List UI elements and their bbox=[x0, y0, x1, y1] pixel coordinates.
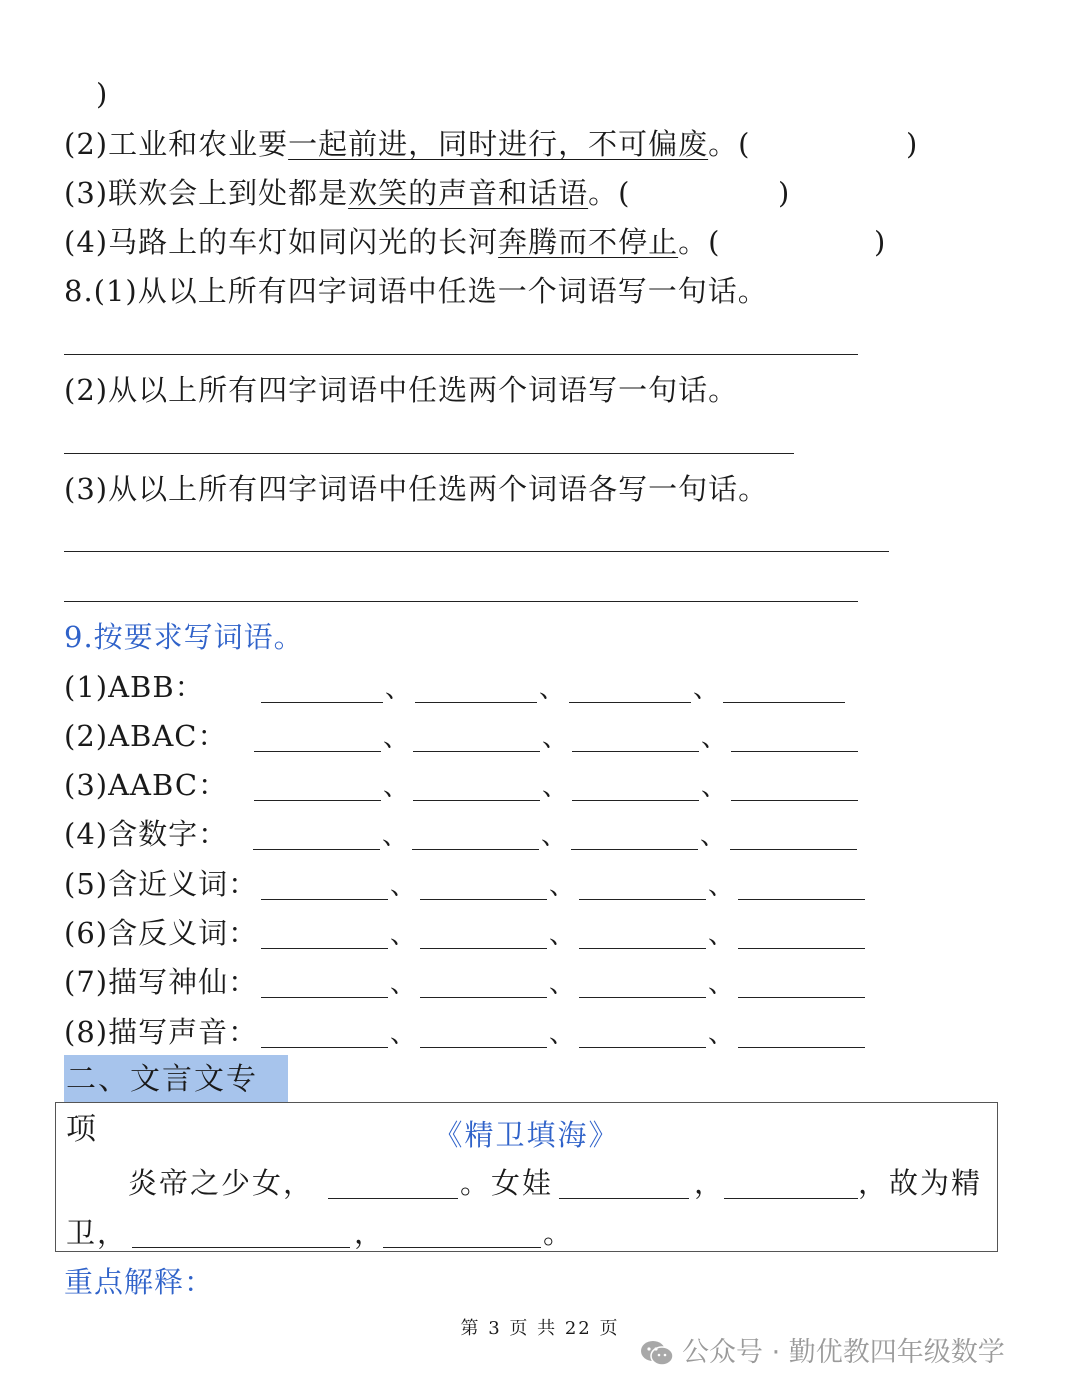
q2-close: ) bbox=[906, 127, 919, 161]
exercise9-row bbox=[64, 1012, 884, 1052]
exercise8-q3: (3)从以上所有四字词语中任选两个词语各写一句话。 bbox=[64, 472, 769, 506]
exercise7-q2 bbox=[64, 124, 750, 164]
wechat-icon bbox=[640, 1340, 674, 1366]
page-number: 第 3 页 共 22 页 bbox=[460, 1318, 620, 1339]
key-explain: 重点解释： bbox=[64, 1265, 215, 1299]
exercise9-row bbox=[64, 864, 884, 904]
word-blank[interactable] bbox=[261, 899, 388, 900]
separator: 、 bbox=[383, 723, 410, 753]
separator: 、 bbox=[382, 821, 409, 851]
exercise9-row bbox=[64, 814, 884, 854]
fill-blank[interactable] bbox=[132, 1247, 350, 1248]
passage-text: 卫， bbox=[66, 1216, 129, 1250]
word-blank[interactable] bbox=[738, 997, 865, 998]
separator: 、 bbox=[549, 871, 576, 901]
word-blank[interactable] bbox=[579, 899, 706, 900]
fill-blank[interactable] bbox=[328, 1198, 458, 1199]
passage-text: ， bbox=[354, 1216, 386, 1250]
passage-text: ，故为精 bbox=[858, 1166, 983, 1200]
word-blank[interactable] bbox=[731, 800, 858, 801]
passage-title: 《精卫填海》 bbox=[433, 1118, 620, 1152]
word-blank[interactable] bbox=[738, 899, 865, 900]
q4-underlined: 奔腾而不停止 bbox=[498, 225, 679, 259]
exercise9-label: (7)描写神仙： bbox=[64, 965, 259, 999]
q3-underlined: 欢笑的声音和话语 bbox=[348, 176, 589, 210]
word-blank[interactable] bbox=[261, 948, 388, 949]
separator: 、 bbox=[549, 920, 576, 950]
word-blank[interactable] bbox=[261, 997, 388, 998]
passage-text: 。女娃 bbox=[460, 1166, 554, 1200]
word-blank[interactable] bbox=[254, 800, 381, 801]
word-blank[interactable] bbox=[420, 997, 547, 998]
exercise9-row bbox=[64, 667, 884, 707]
exercise9-label: (5)含近义词： bbox=[64, 867, 259, 901]
separator: 、 bbox=[549, 1019, 576, 1049]
exercise9-label: (1)ABB： bbox=[64, 670, 205, 704]
watermark-text: 公众号 · 勤优教四年级数学 bbox=[682, 1337, 1005, 1368]
word-blank[interactable] bbox=[579, 948, 706, 949]
separator: 、 bbox=[383, 772, 410, 802]
answer-line[interactable] bbox=[64, 551, 889, 552]
q4-prefix: (4)马路上的车灯如同闪光的长河 bbox=[64, 225, 499, 259]
separator: 、 bbox=[541, 821, 568, 851]
separator: 、 bbox=[701, 723, 728, 753]
fill-blank[interactable] bbox=[383, 1247, 541, 1248]
separator: 、 bbox=[700, 821, 727, 851]
q4-suffix: 。( bbox=[678, 225, 721, 259]
word-blank[interactable] bbox=[420, 948, 547, 949]
exercise9-title: 9.按要求写词语。 bbox=[64, 620, 304, 654]
separator: 、 bbox=[708, 969, 735, 999]
word-blank[interactable] bbox=[738, 1047, 865, 1048]
word-blank[interactable] bbox=[579, 997, 706, 998]
answer-line[interactable] bbox=[64, 453, 794, 454]
word-blank[interactable] bbox=[420, 1047, 547, 1048]
separator: 、 bbox=[539, 674, 566, 704]
q2-underlined: 一起前进，同时进行，不可偏废 bbox=[288, 127, 709, 161]
separator: 、 bbox=[542, 723, 569, 753]
passage-box bbox=[55, 1102, 998, 1252]
q2-prefix: (2)工业和农业要 bbox=[64, 127, 289, 161]
separator: 、 bbox=[708, 1019, 735, 1049]
exercise9-label: (2)ABAC： bbox=[64, 719, 228, 753]
word-blank[interactable] bbox=[572, 751, 699, 752]
separator: 、 bbox=[549, 969, 576, 999]
word-blank[interactable] bbox=[569, 702, 691, 703]
word-blank[interactable] bbox=[261, 702, 383, 703]
separator: 、 bbox=[390, 1019, 417, 1049]
exercise9-row bbox=[64, 913, 884, 953]
word-blank[interactable] bbox=[413, 751, 540, 752]
word-blank[interactable] bbox=[420, 899, 547, 900]
word-blank[interactable] bbox=[738, 948, 865, 949]
answer-line[interactable] bbox=[64, 354, 858, 355]
fill-blank[interactable] bbox=[559, 1198, 689, 1199]
word-blank[interactable] bbox=[261, 1047, 388, 1048]
exercise7-q3 bbox=[64, 173, 630, 213]
exercise9-row bbox=[64, 962, 884, 1002]
separator: 、 bbox=[708, 871, 735, 901]
word-blank[interactable] bbox=[731, 751, 858, 752]
exercise9-label: (6)含反义词： bbox=[64, 916, 259, 950]
separator: 、 bbox=[390, 969, 417, 999]
exercise9-row bbox=[64, 716, 884, 756]
exercise9-label: (4)含数字： bbox=[64, 817, 229, 851]
exercise8-q2: (2)从以上所有四字词语中任选两个词语写一句话。 bbox=[64, 373, 739, 407]
word-blank[interactable] bbox=[413, 800, 540, 801]
watermark bbox=[640, 1330, 1005, 1369]
answer-line[interactable] bbox=[64, 601, 858, 602]
exercise9-label: (3)AABC： bbox=[64, 768, 229, 802]
fill-blank[interactable] bbox=[724, 1198, 858, 1199]
section-heading: 二、文言文专项 bbox=[64, 1055, 288, 1103]
q4-close: ) bbox=[874, 225, 887, 259]
q3-suffix: 。( bbox=[588, 176, 631, 210]
separator: 、 bbox=[542, 772, 569, 802]
exercise9-label: (8)描写声音： bbox=[64, 1015, 259, 1049]
q3-prefix: (3)联欢会上到处都是 bbox=[64, 176, 349, 210]
word-blank[interactable] bbox=[253, 849, 380, 850]
paren-close: ) bbox=[96, 77, 109, 111]
separator: 、 bbox=[708, 920, 735, 950]
passage-text: 。 bbox=[543, 1216, 575, 1250]
separator: 、 bbox=[390, 920, 417, 950]
separator: 、 bbox=[385, 674, 412, 704]
passage-text: 炎帝之少女， bbox=[128, 1166, 315, 1200]
word-blank[interactable] bbox=[572, 800, 699, 801]
word-blank[interactable] bbox=[730, 849, 857, 850]
separator: 、 bbox=[701, 772, 728, 802]
word-blank[interactable] bbox=[723, 702, 845, 703]
word-blank[interactable] bbox=[571, 849, 698, 850]
exercise9-row bbox=[64, 765, 884, 805]
exercise8-q1: 8.(1)从以上所有四字词语中任选一个词语写一句话。 bbox=[64, 274, 768, 308]
q3-close: ) bbox=[778, 176, 791, 210]
separator: 、 bbox=[390, 871, 417, 901]
word-blank[interactable] bbox=[579, 1047, 706, 1048]
separator: 、 bbox=[693, 674, 720, 704]
word-blank[interactable] bbox=[254, 751, 381, 752]
word-blank[interactable] bbox=[415, 702, 537, 703]
passage-text: ， bbox=[694, 1166, 726, 1200]
exercise7-q4 bbox=[64, 222, 720, 262]
q2-suffix: 。( bbox=[708, 127, 751, 161]
word-blank[interactable] bbox=[412, 849, 539, 850]
